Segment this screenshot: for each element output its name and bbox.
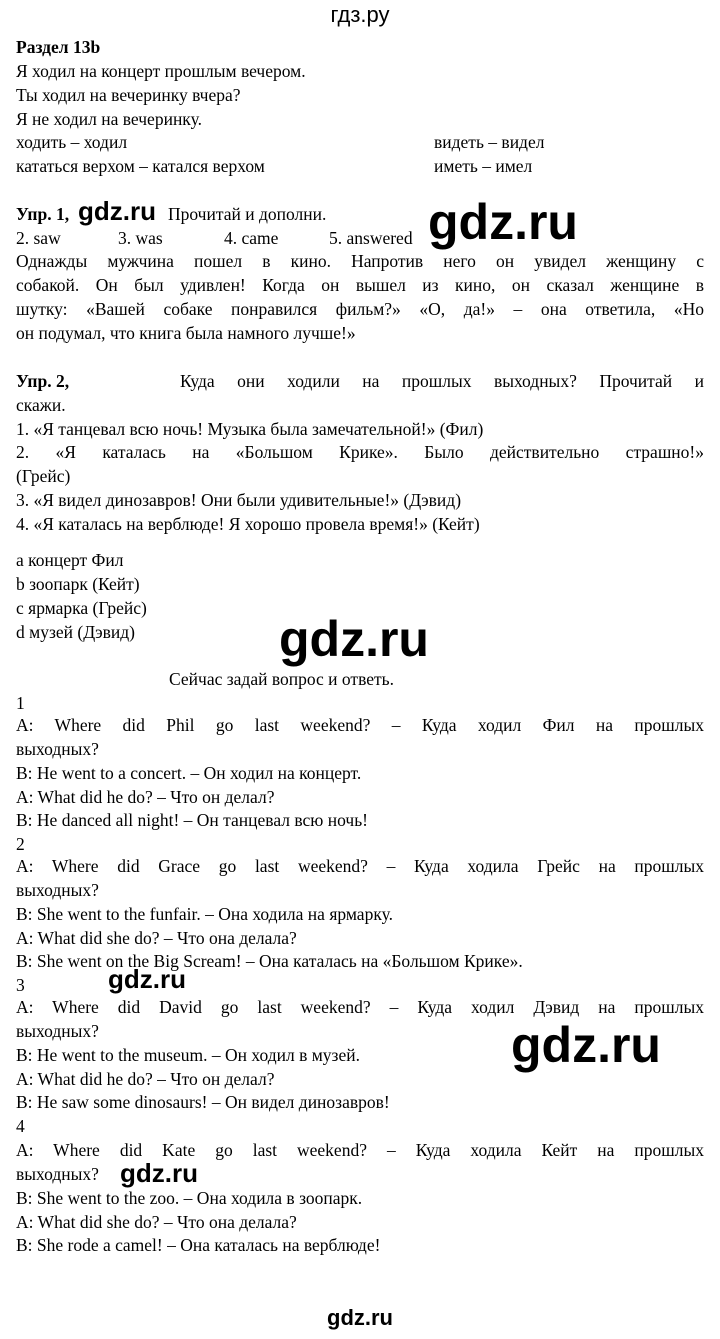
dialogue-line: A: Where did David go last weekend? – Куда ходил Дэвид на прошлых — [16, 997, 704, 1017]
watermark: gdz.ru — [78, 196, 156, 226]
answer: 2. saw — [16, 228, 61, 248]
dialogue-line: B: She went to the zoo. – Она ходила в зоопарк. — [16, 1188, 363, 1208]
dialogue-line: A: What did he do? – Что он делал? — [16, 787, 275, 807]
dialogue-line: A: What did she do? – Что она делала? — [16, 1212, 297, 1232]
dialogue-line: B: He went to a concert. – Он ходил на концерт. — [16, 763, 362, 783]
exercise-2-item: 3. «Я видел динозавров! Они были удивительные!» (Дэвид) — [16, 490, 462, 510]
watermark: gdz.ru — [279, 611, 429, 667]
verb-pair: видеть – видел — [434, 132, 545, 152]
answer: 4. came — [224, 228, 279, 248]
dialogue-number: 1 — [16, 693, 25, 713]
intro-line: Я ходил на концерт прошлым вечером. — [16, 61, 306, 81]
verb-pair: кататься верхом – катался верхом — [16, 156, 265, 176]
dialogue-line: B: She rode a camel! – Она каталась на верблюде! — [16, 1235, 381, 1255]
dialogue-number: 4 — [16, 1116, 25, 1136]
exercise-1-text: шутку: «Вашей собаке понравился фильм?» «О, да!» – она ответила, «Но — [16, 299, 704, 319]
exercise-2-task: Куда они ходили на прошлых выходных? Прочитай и — [180, 371, 704, 391]
watermark: gdz.ru — [120, 1158, 198, 1188]
dialogue-line: выходных? — [16, 1164, 99, 1184]
exercise-1-task: Прочитай и дополни. — [168, 204, 327, 224]
dialogue-line: A: What did he do? – Что он делал? — [16, 1069, 275, 1089]
dialogue-line: A: What did she do? – Что она делала? — [16, 928, 297, 948]
exercise-1-label: Упр. 1, — [16, 204, 70, 224]
dialogue-line: B: He danced all night! – Он танцевал всю ночь! — [16, 810, 368, 830]
match-item: c ярмарка (Грейс) — [16, 598, 147, 618]
watermark: gdz.ru — [511, 1017, 661, 1073]
exercise-2-item: (Грейс) — [16, 466, 71, 486]
dialogue-number: 2 — [16, 834, 25, 854]
intro-line: Я не ходил на вечеринку. — [16, 109, 202, 129]
exercise-2-item: 1. «Я танцевал всю ночь! Музыка была замечательной!» (Фил) — [16, 419, 484, 439]
answer: 5. answered — [329, 228, 413, 248]
dialogue-line: A: Where did Grace go last weekend? – Куда ходила Грейс на прошлых — [16, 856, 704, 876]
verb-pair: ходить – ходил — [16, 132, 128, 152]
match-item: d музей (Дэвид) — [16, 622, 136, 642]
watermark: gdz.ru — [428, 194, 578, 250]
match-item: a концерт Фил — [16, 550, 124, 570]
subtask: Сейчас задай вопрос и ответь. — [169, 669, 394, 689]
answer: 3. was — [118, 228, 163, 248]
dialogue-line: A: Where did Kate go last weekend? – Куда ходила Кейт на прошлых — [16, 1140, 704, 1160]
exercise-1-text: он подумал, что книга была намного лучше!» — [16, 323, 356, 343]
exercise-2-item: 4. «Я каталась на верблюде! Я хорошо провела время!» (Кейт) — [16, 514, 480, 534]
section-title: Раздел 13b — [16, 37, 101, 57]
dialogue-line: выходных? — [16, 880, 99, 900]
exercise-2-label: Упр. 2, — [16, 371, 70, 391]
exercise-1-text: Однажды мужчина пошел в кино. Напротив него он увидел женщину с — [16, 251, 704, 271]
dialogue-line: выходных? — [16, 1021, 99, 1041]
dialogue-number: 3 — [16, 975, 25, 995]
dialogue-line: B: She went on the Big Scream! – Она каталась на «Большом Крике». — [16, 951, 523, 971]
watermark: gdz.ru — [108, 964, 186, 994]
dialogue-line: B: He saw some dinosaurs! – Он видел динозавров! — [16, 1092, 390, 1112]
intro-line: Ты ходил на вечеринку вчера? — [16, 85, 241, 105]
exercise-1-text: собакой. Он был удивлен! Когда он вышел из кино, он сказал женщине в — [16, 275, 704, 295]
dialogue-line: B: He went to the museum. – Он ходил в музей. — [16, 1045, 360, 1065]
exercise-2-item: 2. «Я каталась на «Большом Крике». Было действительно страшно!» — [16, 442, 704, 462]
dialogue-line: B: She went to the funfair. – Она ходила на ярмарку. — [16, 904, 393, 924]
verb-pair: иметь – имел — [434, 156, 533, 176]
dialogue-line: A: Where did Phil go last weekend? – Куда ходил Фил на прошлых — [16, 715, 704, 735]
site-footer: gdz.ru — [327, 1305, 393, 1330]
dialogue-line: выходных? — [16, 739, 99, 759]
match-item: b зоопарк (Кейт) — [16, 574, 140, 594]
site-header: гдз.ру — [330, 2, 390, 27]
exercise-2-task: скажи. — [16, 395, 66, 415]
